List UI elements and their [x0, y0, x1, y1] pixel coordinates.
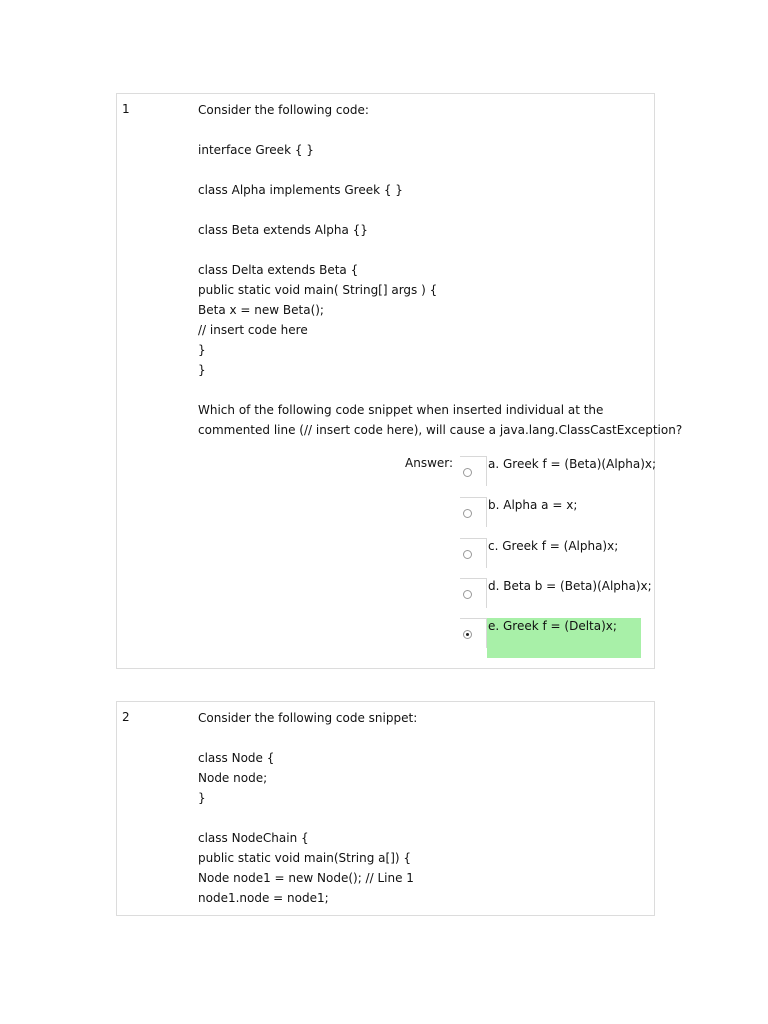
- code-line: class Delta extends Beta {: [198, 263, 359, 277]
- question-2: [116, 701, 655, 916]
- radio-cell: [460, 497, 487, 527]
- answer-option-e[interactable]: [460, 618, 617, 658]
- code-line: class Beta extends Alpha {}: [198, 223, 368, 237]
- radio-button-a[interactable]: [463, 468, 472, 477]
- option-label: d. Beta b = (Beta)(Alpha)x;: [488, 579, 652, 593]
- answer-option-d[interactable]: [460, 578, 652, 608]
- question-number: 1: [122, 102, 130, 116]
- code-line: Node node;: [198, 771, 268, 785]
- code-line: class NodeChain {: [198, 831, 309, 845]
- radio-cell: [460, 456, 487, 486]
- question-1: [116, 93, 683, 669]
- code-line: }: [198, 363, 206, 377]
- radio-cell: [460, 538, 487, 568]
- question-text: Consider the following code snippet:: [198, 711, 418, 725]
- code-line: class Alpha implements Greek { }: [198, 183, 403, 197]
- code-line: public static void main(String a[]) {: [198, 851, 412, 865]
- code-line: }: [198, 791, 206, 805]
- code-line: }: [198, 343, 206, 357]
- radio-button-e[interactable]: [463, 630, 472, 639]
- question-prompt: commented line (// insert code here), will cause a java.lang.ClassCastException?: [198, 423, 683, 437]
- question-number: 2: [122, 710, 130, 724]
- code-line: Node node1 = new Node(); // Line 1: [198, 871, 414, 885]
- question-text: Consider the following code:: [198, 103, 369, 117]
- radio-cell: [460, 618, 487, 648]
- answer-label: Answer:: [405, 456, 454, 470]
- answer-option-a[interactable]: [460, 456, 657, 486]
- code-line: node1.node = node1;: [198, 891, 329, 905]
- answer-option-b[interactable]: [460, 497, 614, 527]
- question-prompt: Which of the following code snippet when inserted individual at the: [198, 403, 604, 417]
- option-label: a. Greek f = (Beta)(Alpha)x;: [488, 457, 657, 471]
- code-line: // insert code here: [198, 323, 308, 337]
- code-line: Beta x = new Beta();: [198, 303, 324, 317]
- option-label: c. Greek f = (Alpha)x;: [488, 539, 619, 553]
- radio-button-d[interactable]: [463, 590, 472, 599]
- option-label: b. Alpha a = x;: [488, 498, 578, 512]
- option-label: e. Greek f = (Delta)x;: [488, 619, 617, 633]
- radio-cell: [460, 578, 487, 608]
- radio-button-b[interactable]: [463, 509, 472, 518]
- code-line: public static void main( String[] args ) {: [198, 283, 438, 297]
- answer-option-c[interactable]: [460, 538, 619, 568]
- code-line: interface Greek { }: [198, 143, 314, 157]
- code-line: class Node {: [198, 751, 275, 765]
- radio-button-c[interactable]: [463, 550, 472, 559]
